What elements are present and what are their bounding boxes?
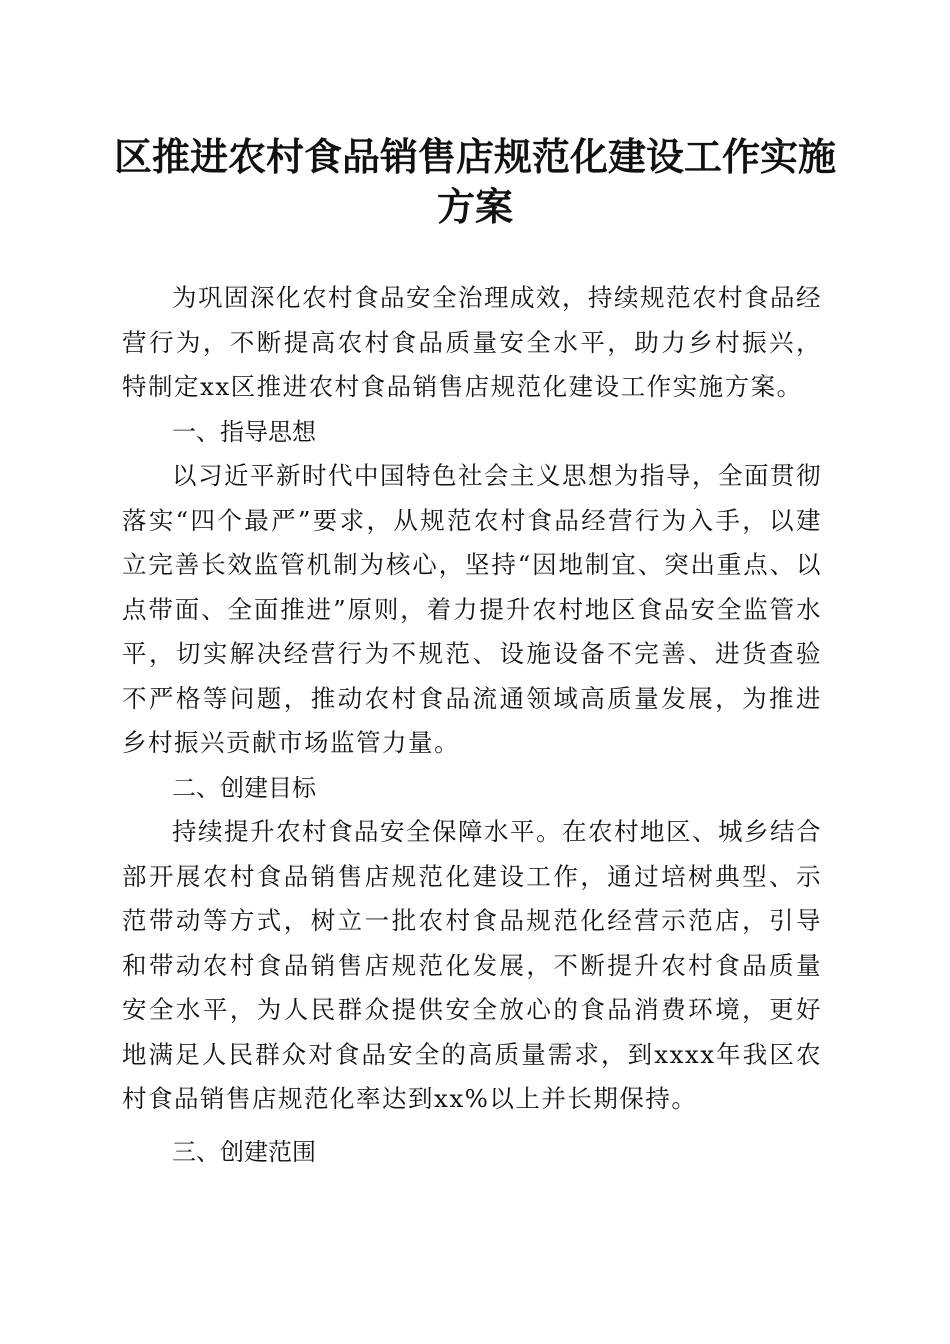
section-heading-goals: 二、创建目标 — [172, 773, 316, 802]
section-heading-scope: 三、创建范围 — [172, 1137, 316, 1166]
document-body — [122, 276, 822, 1174]
section-body-guiding-ideology: 以习近平新时代中国特色社会主义思想为指导，全面贯彻落实“四个最严”要求，从规范农村食品经营行为入手，以建立完善长效监管机制为核心，坚持“因地制宜、突出重点、以点带面、全面推进”原则，着力提升农村地区食品安全监管水平，切实解决经营行为不规范、设施设备不完善、进货查验不严格等问题，推动农村食品流通领域高质量发展，为推进乡村振兴贡献市场监管力量。 — [122, 461, 822, 757]
intro-paragraph: 为巩固深化农村食品安全治理成效，持续规范农村食品经营行为，不断提高农村食品质量安全水平，助力乡村振兴，特制定xx区推进农村食品销售店规范化建设工作实施方案。 — [122, 283, 822, 401]
section-heading-guiding-ideology: 一、指导思想 — [172, 417, 316, 446]
document-title: 区推进农村食品销售店规范化建设工作实施方案 — [113, 134, 836, 229]
section-body-goals: 持续提升农村食品安全保障水平。在农村地区、城乡结合部开展农村食品销售店规范化建设工作，通过培树典型、示范带动等方式，树立一批农村食品规范化经营示范店，引导和带动农村食品销售店规范化发展，不断提升农村食品质量安全水平，为人民群众提供安全放心的食品消费环境，更好地满足人民群众对食品安全的高质量需求，到xxxx年我区农村食品销售店规范化率达到xx%以上并长期保持。 — [122, 817, 822, 1113]
